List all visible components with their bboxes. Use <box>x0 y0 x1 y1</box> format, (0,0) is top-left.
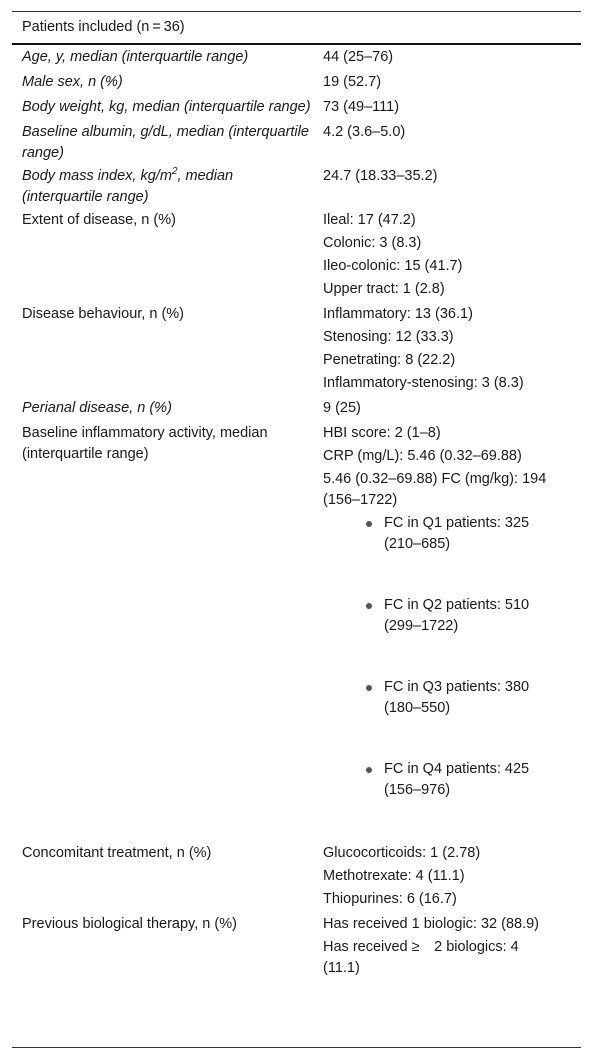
row-value-line: Inflammatory: 13 (36.1) <box>323 306 473 322</box>
table-row-sex <box>12 70 581 95</box>
list-item <box>323 677 559 719</box>
bullet-icon <box>366 685 372 691</box>
list-item-text: FC in Q3 patients: 380 (180–550) <box>384 679 530 716</box>
table-row-weight <box>12 95 581 120</box>
bullet-icon <box>366 603 372 609</box>
row-label: Extent of disease, n (%) <box>22 212 176 228</box>
row-label: Baseline albumin, g/dL, median (interquartile range) <box>22 124 309 161</box>
list-item-text: FC in Q1 patients: 325 (210–685) <box>384 515 530 552</box>
row-value-line: Methotrexate: 4 (11.1) <box>323 868 465 884</box>
row-value-line: 44 (25–76) <box>323 49 394 65</box>
row-value <box>323 210 559 302</box>
row-label: Baseline inflammatory activity, median (interquartile range) <box>22 425 268 462</box>
table-row-behaviour <box>12 302 581 396</box>
row-label-sup: 2 <box>171 166 178 178</box>
row-label: Disease behaviour, n (%) <box>22 306 184 322</box>
row-value-line: CRP (mg/L): 5.46 (0.32–69.88) <box>323 448 522 464</box>
row-value <box>323 47 559 70</box>
row-value <box>323 398 559 421</box>
row-value-line: Colonic: 3 (8.3) <box>323 235 422 251</box>
table-row-albumin <box>12 120 581 164</box>
table-row-inflammatory-activity <box>12 421 581 841</box>
row-value <box>323 843 559 912</box>
row-value-line: 9 (25) <box>323 400 361 416</box>
row-value <box>323 304 559 396</box>
table-row-previous-biological <box>12 912 581 981</box>
bullet-icon <box>366 521 372 527</box>
row-label-text: Body mass index, kg/m <box>22 168 172 184</box>
row-value-line: Inflammatory-stenosing: 3 (8.3) <box>323 375 524 391</box>
row-value-line: 19 (52.7) <box>323 74 382 90</box>
list-item <box>323 595 559 637</box>
list-item-text: FC in Q2 patients: 510 (299–1722) <box>384 597 530 634</box>
fc-quartile-list <box>323 513 559 801</box>
table-header: Patients included (n = 36) <box>12 12 581 45</box>
list-item-text: FC in Q4 patients: 425 (156–976) <box>384 761 530 798</box>
table-row-concomitant <box>12 841 581 912</box>
table-row-bmi <box>12 164 581 208</box>
table-row-perianal <box>12 396 581 421</box>
row-value-line: Ileo-colonic: 15 (41.7) <box>323 258 463 274</box>
row-value-line: HBI score: 2 (1–8) <box>323 425 441 441</box>
row-label-text: , median (interquartile range) <box>22 168 234 205</box>
row-value-line: Upper tract: 1 (2.8) <box>323 281 445 297</box>
row-value-line: 5.46 (0.32–69.88) FC (mg/kg): 194 (156–1722) <box>323 471 547 508</box>
row-value-line: Has received 1 biologic: 32 (88.9) <box>323 916 540 932</box>
row-label: Age, y, median (interquartile range) <box>22 49 249 65</box>
row-label: Concomitant treatment, n (%) <box>22 845 212 861</box>
row-value <box>323 122 559 164</box>
row-value <box>323 423 559 841</box>
table-row-age <box>12 45 581 70</box>
row-value-line: Stenosing: 12 (33.3) <box>323 329 454 345</box>
row-value <box>323 72 559 95</box>
list-item <box>323 513 559 555</box>
table-bottom-rule <box>12 1047 581 1048</box>
table-row-extent <box>12 208 581 302</box>
row-value-line: 24.7 (18.33–35.2) <box>323 168 438 184</box>
row-value <box>323 914 559 981</box>
row-value-line: Penetrating: 8 (22.2) <box>323 352 456 368</box>
list-item <box>323 759 559 801</box>
row-value-line: Thiopurines: 6 (16.7) <box>323 891 457 907</box>
row-label: Male sex, n (%) <box>22 74 123 90</box>
row-value-line: 73 (49–111) <box>323 99 400 115</box>
row-label <box>12 166 323 208</box>
row-value-line: Ileal: 17 (47.2) <box>323 212 416 228</box>
row-value-line: Has received ≥ 2 biologics: 4 (11.1) <box>323 939 519 976</box>
row-value-line: Glucocorticoids: 1 (2.78) <box>323 845 481 861</box>
row-value-line: 4.2 (3.6–5.0) <box>323 124 406 140</box>
row-label: Perianal disease, n (%) <box>22 400 172 416</box>
row-value <box>323 97 559 120</box>
bullet-icon <box>366 767 372 773</box>
patients-table <box>12 11 581 981</box>
row-label: Previous biological therapy, n (%) <box>22 916 237 932</box>
row-label: Body weight, kg, median (interquartile range) <box>22 99 311 115</box>
row-value <box>323 166 559 208</box>
